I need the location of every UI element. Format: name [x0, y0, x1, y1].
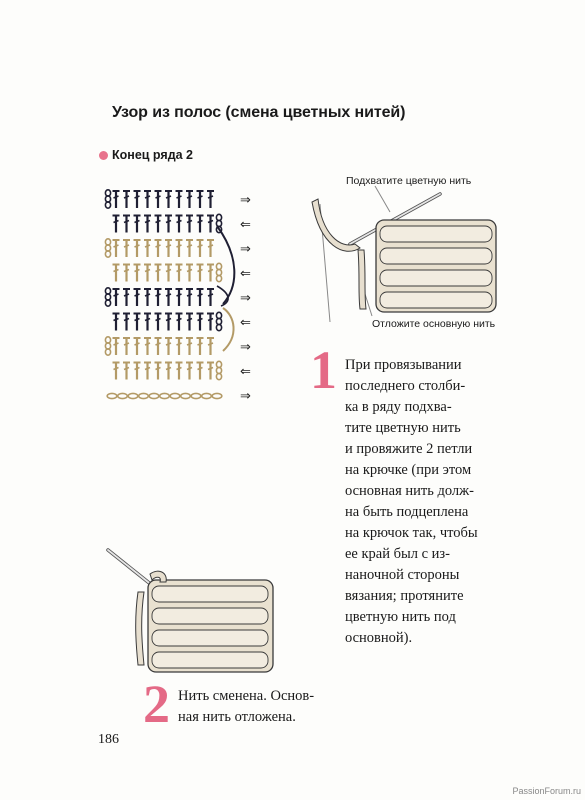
double-crochet-symbol: [187, 196, 192, 198]
double-crochet-symbol: [156, 270, 161, 272]
double-crochet-symbol: [156, 319, 161, 321]
label-pick-up-color-yarn: Подхватите цветную нить: [346, 175, 472, 187]
row-direction-arrow-icon: ⇐: [240, 266, 251, 282]
step-text-line: наночной стороны: [345, 567, 460, 583]
double-crochet-symbol: [187, 343, 192, 345]
label-set-aside-main-yarn: Отложите основную нить: [372, 318, 496, 330]
yarn-carry-curve: [217, 286, 228, 306]
step-2-text: [178, 686, 338, 728]
step-text-line: и провяжите 2 петли: [345, 441, 473, 457]
double-crochet-symbol: [135, 196, 140, 198]
double-crochet-symbol: [187, 368, 192, 370]
label-leader-line: [375, 186, 390, 212]
double-crochet-symbol: [124, 270, 129, 272]
double-crochet-symbol: [145, 294, 150, 296]
knitted-fabric-swatch: [376, 220, 496, 312]
double-crochet-symbol: [198, 368, 203, 370]
double-crochet-symbol: [145, 196, 150, 198]
row-direction-arrow-icon: ⇒: [240, 389, 251, 404]
chain-stitch-symbol: [170, 393, 180, 398]
double-crochet-symbol: [177, 319, 182, 321]
double-crochet-symbol: [198, 221, 203, 223]
step-text-line: ка в ряду подхва-: [345, 399, 452, 415]
double-crochet-symbol: [124, 368, 129, 370]
step-text-line: на быть подцеплена: [345, 504, 469, 520]
double-crochet-symbol: [124, 319, 129, 321]
chain-stitch-symbol: [128, 393, 138, 398]
double-crochet-symbol: [208, 319, 213, 321]
double-crochet-symbol: [135, 270, 140, 272]
chart-row: [113, 361, 252, 379]
double-crochet-symbol: [208, 221, 213, 223]
yarn-strand-icon: [312, 199, 366, 309]
double-crochet-symbol: [166, 221, 171, 223]
chart-row: [113, 214, 252, 232]
double-crochet-symbol: [177, 270, 182, 272]
row-direction-arrow-icon: ⇒: [240, 340, 251, 355]
section-heading: [99, 148, 193, 162]
double-crochet-symbol: [124, 221, 129, 223]
double-crochet-symbol: [145, 221, 150, 223]
double-crochet-symbol: [145, 270, 150, 272]
double-crochet-symbol: [166, 368, 171, 370]
double-crochet-symbol: [198, 270, 203, 272]
double-crochet-symbol: [145, 245, 150, 247]
row-direction-arrow-icon: ⇐: [240, 217, 251, 233]
double-crochet-symbol: [187, 294, 192, 296]
double-crochet-symbol: [166, 294, 171, 296]
double-crochet-symbol: [166, 270, 171, 272]
double-crochet-symbol: [156, 221, 161, 223]
step-text-line: последнего столби-: [345, 378, 466, 394]
page-title: Узор из полос (смена цветных нитей): [112, 104, 406, 121]
chain-stitch-symbol: [160, 393, 170, 398]
double-crochet-symbol: [187, 319, 192, 321]
double-crochet-symbol: [156, 294, 161, 296]
step-text-line: вязания; протяните: [345, 588, 464, 604]
double-crochet-symbol: [198, 319, 203, 321]
double-crochet-symbol: [135, 221, 140, 223]
step-text-line: цветную нить под: [345, 609, 456, 625]
double-crochet-symbol: [198, 245, 203, 247]
double-crochet-symbol: [145, 319, 150, 321]
double-crochet-symbol: [187, 270, 192, 272]
double-crochet-symbol: [135, 343, 140, 345]
chain-stitch-symbol: [149, 393, 159, 398]
double-crochet-symbol: [177, 343, 182, 345]
double-crochet-symbol: [208, 294, 213, 296]
double-crochet-symbol: [177, 368, 182, 370]
double-crochet-symbol: [156, 196, 161, 198]
double-crochet-symbol: [114, 270, 119, 272]
double-crochet-symbol: [114, 319, 119, 321]
chain-stitch-symbol: [181, 393, 191, 398]
crochet-chart: [100, 186, 270, 416]
double-crochet-symbol: [135, 294, 140, 296]
step-text-line: на крючке (при этом: [345, 462, 472, 478]
step-text-line: При провязывании: [345, 357, 462, 373]
bullet-dot-icon: [99, 151, 108, 160]
section-heading-text: Конец ряда 2: [112, 148, 193, 162]
step-text-line: основная нить долж-: [345, 483, 475, 499]
double-crochet-symbol: [135, 245, 140, 247]
watermark: PassionForum.ru: [512, 786, 581, 796]
chain-stitch-symbol: [212, 393, 222, 398]
double-crochet-symbol: [156, 245, 161, 247]
double-crochet-symbol: [124, 245, 129, 247]
double-crochet-symbol: [198, 196, 203, 198]
chain-stitch-symbol: [118, 393, 128, 398]
row-direction-arrow-icon: ⇐: [240, 364, 251, 380]
step-text-line: ее край был с из-: [345, 546, 450, 562]
double-crochet-symbol: [208, 343, 213, 345]
chain-stitch-symbol: [191, 393, 201, 398]
row-direction-arrow-icon: ⇒: [240, 291, 251, 306]
double-crochet-symbol: [145, 368, 150, 370]
double-crochet-symbol: [187, 245, 192, 247]
row-direction-arrow-icon: ⇒: [240, 193, 251, 208]
knitted-fabric-swatch: [148, 580, 273, 672]
double-crochet-symbol: [166, 196, 171, 198]
double-crochet-symbol: [177, 196, 182, 198]
chart-row: [105, 190, 251, 208]
step-number: 1: [310, 340, 337, 400]
row-direction-arrow-icon: ⇒: [240, 242, 251, 257]
double-crochet-symbol: [208, 270, 213, 272]
illustration-step-1: [300, 174, 500, 324]
double-crochet-symbol: [114, 221, 119, 223]
chart-row: [107, 389, 251, 404]
double-crochet-symbol: [166, 319, 171, 321]
double-crochet-symbol: [114, 245, 119, 247]
chain-stitch-symbol: [202, 393, 212, 398]
step-text-line: основной).: [345, 630, 413, 646]
double-crochet-symbol: [177, 221, 182, 223]
page-number: 186: [98, 732, 119, 747]
double-crochet-symbol: [124, 343, 129, 345]
double-crochet-symbol: [114, 368, 119, 370]
double-crochet-symbol: [187, 221, 192, 223]
chain-stitch-symbol: [139, 393, 149, 398]
double-crochet-symbol: [145, 343, 150, 345]
double-crochet-symbol: [135, 319, 140, 321]
double-crochet-symbol: [166, 245, 171, 247]
double-crochet-symbol: [208, 196, 213, 198]
double-crochet-symbol: [198, 294, 203, 296]
step-text-line: Нить сменена. Основ-: [178, 688, 315, 704]
double-crochet-symbol: [156, 368, 161, 370]
double-crochet-symbol: [177, 294, 182, 296]
chart-row: [113, 263, 252, 281]
step-text-line: тите цветную нить: [345, 420, 461, 436]
double-crochet-symbol: [156, 343, 161, 345]
step-number: 2: [143, 674, 170, 734]
double-crochet-symbol: [124, 196, 129, 198]
step-text-line: ная нить отложена.: [178, 709, 296, 725]
chain-stitch-symbol: [107, 393, 117, 398]
chart-row: [105, 337, 251, 355]
double-crochet-symbol: [198, 343, 203, 345]
double-crochet-symbol: [208, 245, 213, 247]
step-1-text: [345, 355, 505, 649]
illustration-step-2: [98, 540, 278, 680]
yarn-carry-curve: [223, 308, 234, 351]
step-text-line: на крючок так, чтобы: [345, 525, 478, 541]
double-crochet-symbol: [135, 368, 140, 370]
double-crochet-symbol: [208, 368, 213, 370]
double-crochet-symbol: [166, 343, 171, 345]
double-crochet-symbol: [114, 196, 119, 198]
double-crochet-symbol: [114, 343, 119, 345]
row-direction-arrow-icon: ⇐: [240, 315, 251, 331]
double-crochet-symbol: [177, 245, 182, 247]
double-crochet-symbol: [124, 294, 129, 296]
double-crochet-symbol: [114, 294, 119, 296]
